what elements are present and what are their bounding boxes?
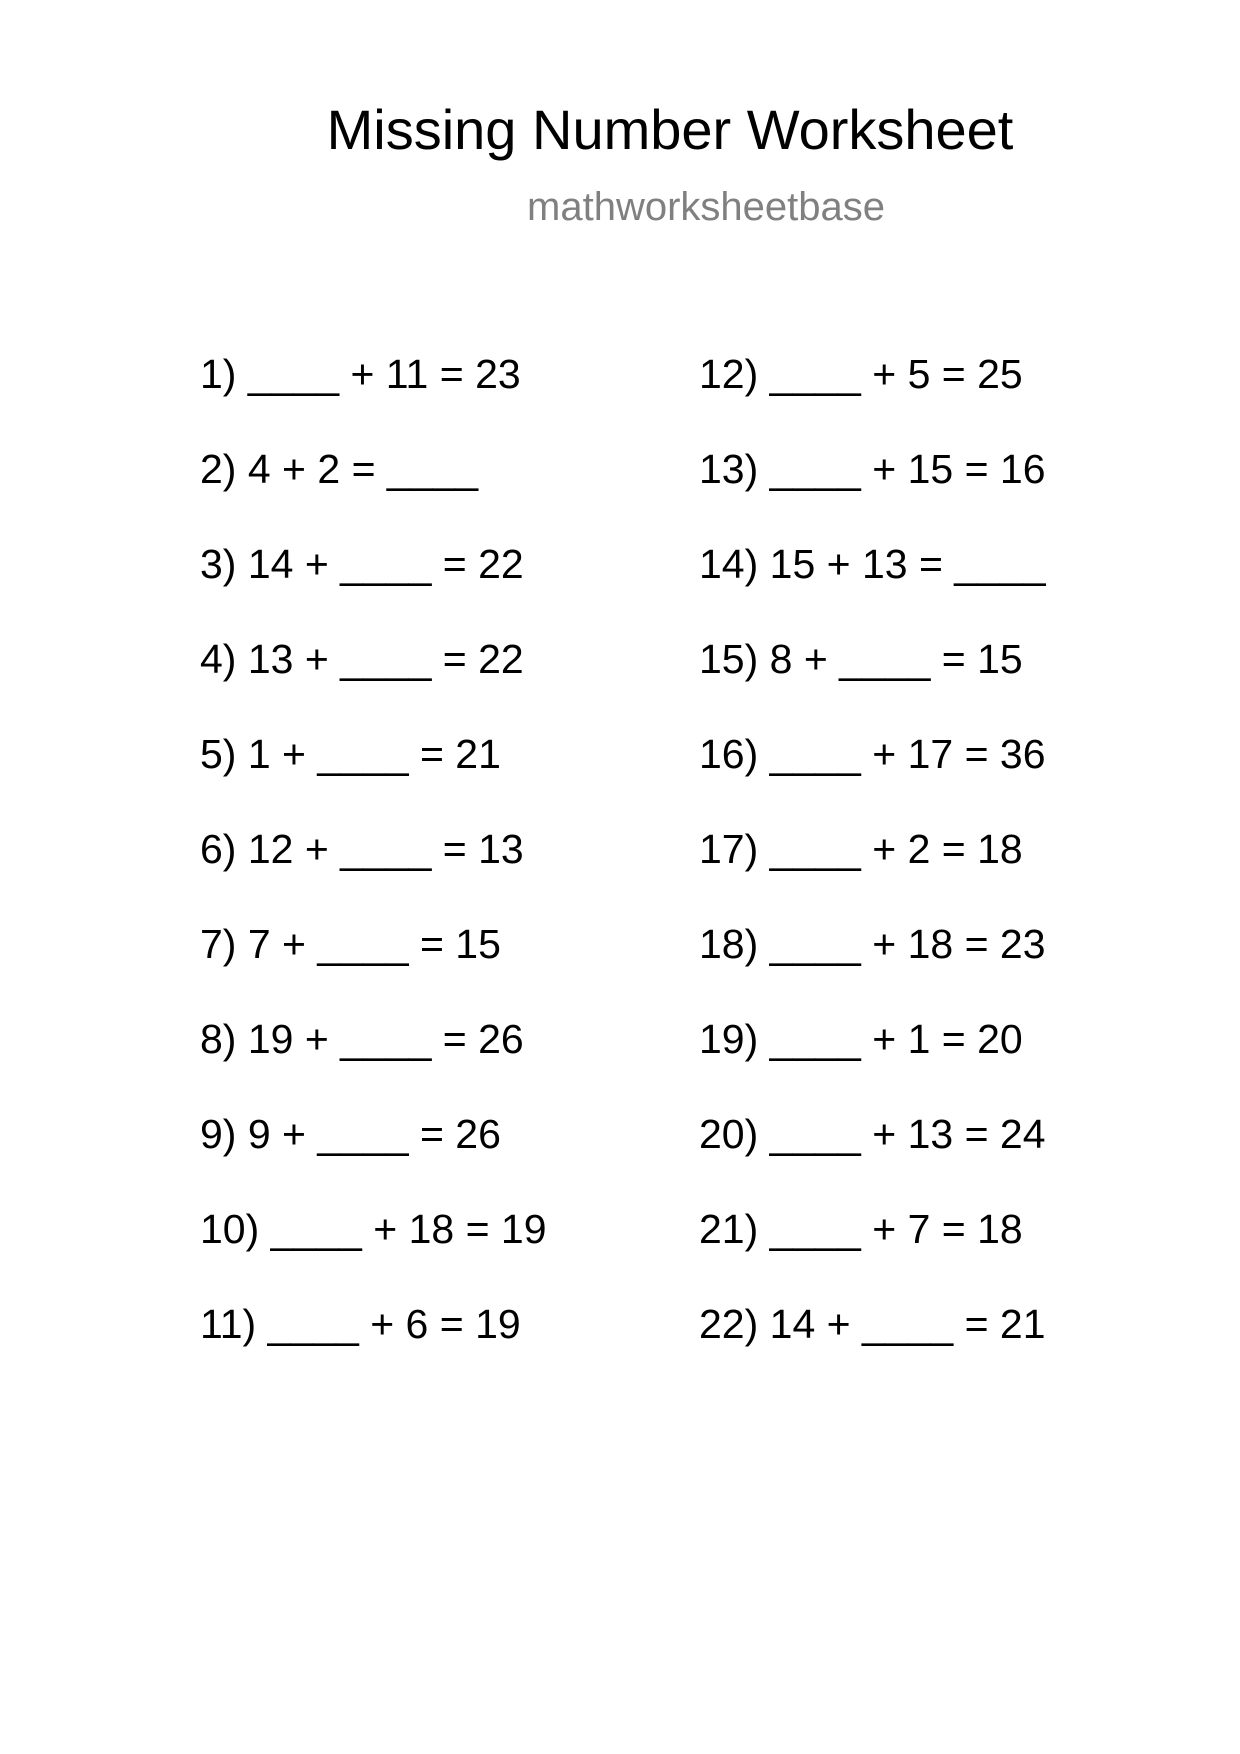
problem-11: 11) ____ + 6 = 19	[200, 1301, 521, 1347]
problem-21: 21) ____ + 7 = 18	[699, 1206, 1023, 1252]
problem-12: 12) ____ + 5 = 25	[699, 351, 1023, 397]
problem-1: 1) ____ + 11 = 23	[200, 351, 521, 397]
problem-18: 18) ____ + 18 = 23	[699, 921, 1046, 967]
problem-7: 7) 7 + ____ = 15	[200, 921, 501, 967]
problem-17: 17) ____ + 2 = 18	[699, 826, 1023, 872]
problem-15: 15) 8 + ____ = 15	[699, 636, 1023, 682]
worksheet-subtitle: mathworksheetbase	[527, 185, 885, 229]
problem-16: 16) ____ + 17 = 36	[699, 731, 1046, 777]
problem-14: 14) 15 + 13 = ____	[699, 541, 1046, 587]
problem-5: 5) 1 + ____ = 21	[200, 731, 501, 777]
problem-6: 6) 12 + ____ = 13	[200, 826, 524, 872]
problem-column-right	[699, 350, 1046, 1395]
problem-22: 22) 14 + ____ = 21	[699, 1301, 1046, 1347]
problem-3: 3) 14 + ____ = 22	[200, 541, 524, 587]
problem-20: 20) ____ + 13 = 24	[699, 1111, 1046, 1157]
problem-13: 13) ____ + 15 = 16	[699, 446, 1046, 492]
problem-8: 8) 19 + ____ = 26	[200, 1016, 524, 1062]
problem-9: 9) 9 + ____ = 26	[200, 1111, 501, 1157]
problem-10: 10) ____ + 18 = 19	[200, 1206, 547, 1252]
worksheet-title: Missing Number Worksheet	[326, 98, 1014, 161]
problem-2: 2) 4 + 2 = ____	[200, 446, 479, 492]
problem-4: 4) 13 + ____ = 22	[200, 636, 524, 682]
problem-19: 19) ____ + 1 = 20	[699, 1016, 1023, 1062]
problem-column-left	[200, 350, 547, 1395]
